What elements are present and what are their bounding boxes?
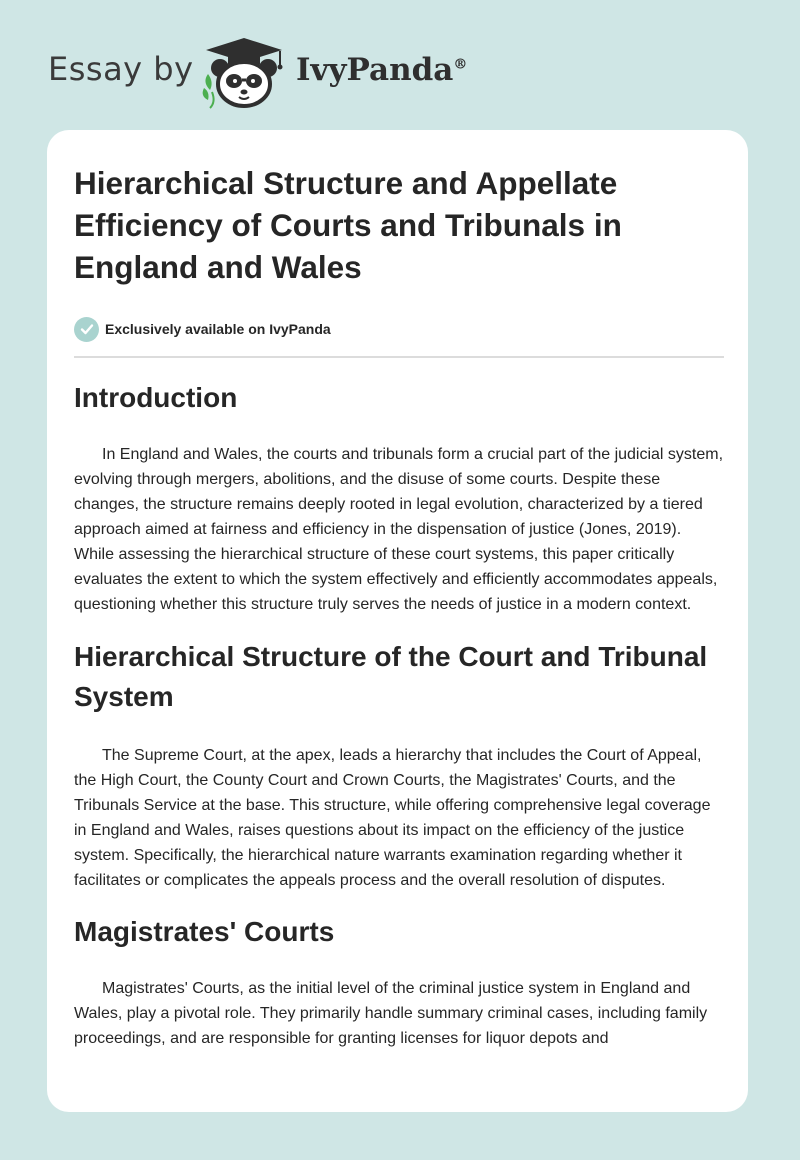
- site-header: [0, 0, 800, 130]
- brand-logo-text[interactable]: [296, 52, 467, 88]
- panda-graduate-icon[interactable]: [198, 34, 290, 110]
- check-icon: [74, 317, 99, 342]
- brand-name: IvyPanda: [296, 52, 454, 88]
- section-heading-hierarchical-structure: Hierarchical Structure of the Court and Tribunal System: [74, 641, 708, 712]
- section-paragraph-hierarchical-structure: The Supreme Court, at the apex, leads a hierarchy that includes the Court of Appeal, the High Court, the County Court and Crown Courts, the Magistrates' Courts, and the Tribunals Service at the base. This structure, while offering comprehensive legal coverage in England and Wales, raises questions about its impact on the efficiency of the justice system. Specifically, the hierarchical nature warrants examination regarding whether it facilitates or complicates the appeals process and the overall resolution of disputes.: [74, 747, 711, 889]
- leaf-icon: [203, 74, 214, 108]
- article-content: [74, 162, 724, 1051]
- article-title: Hierarchical Structure and Appellate Efficiency of Courts and Tribunals in England and Wales: [74, 165, 622, 285]
- section-paragraph-introduction: In England and Wales, the courts and tribunals form a crucial part of the judicial system, evolving through mergers, abolitions, and the disuse of some courts. Despite these changes, the structure remains deeply rooted in legal evolution, characterized by a tiered approach aimed at fairness and efficiency in the dispensation of justice (Jones, 2019). While assessing the hierarchical structure of these court systems, this paper critically evaluates the extent to which the system effectively and efficiently accommodates appeals, questioning whether this structure truly serves the needs of justice in a modern context.: [74, 446, 724, 613]
- section-heading-introduction: Introduction: [74, 382, 238, 413]
- exclusive-badge-text: Exclusively available on IvyPanda: [105, 321, 331, 337]
- divider: [74, 356, 724, 358]
- section-heading-magistrates-courts: Magistrates' Courts: [74, 916, 335, 947]
- essay-by-label: Essay by: [48, 50, 194, 88]
- exclusive-badge: [74, 316, 724, 342]
- article-card: [47, 130, 748, 1112]
- registered-mark: ®: [453, 56, 468, 73]
- section-paragraph-magistrates-courts: Magistrates' Courts, as the initial level of the criminal justice system in England and Wales, play a pivotal role. They primarily handle summary criminal cases, including family proceedings, and are responsible for granting licenses for liquor depots and: [74, 980, 708, 1047]
